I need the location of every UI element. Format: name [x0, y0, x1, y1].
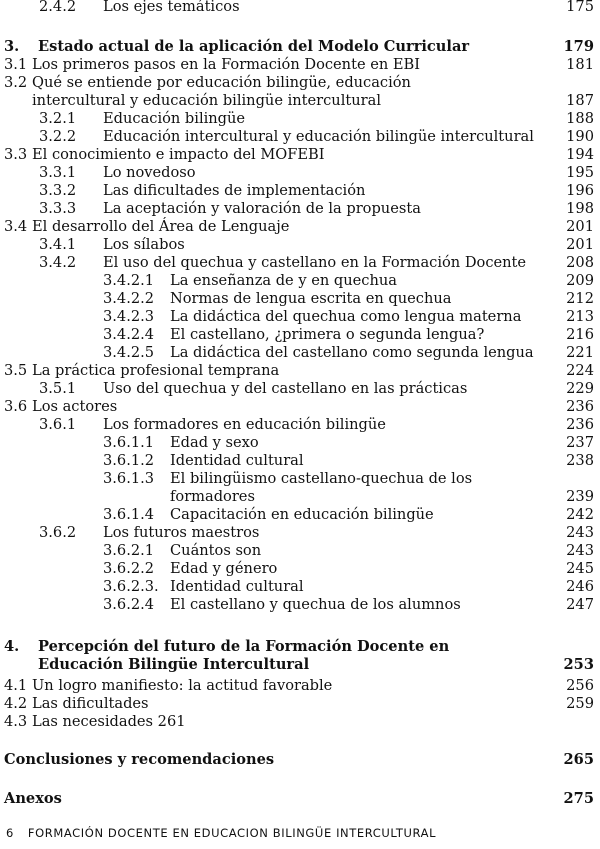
entry-title: Edad y género [170, 560, 278, 577]
entry-title: La aceptación y valoración de la propuesta [103, 200, 421, 217]
entry-title: Uso del quechua y del castellano en las prácticas [103, 380, 468, 397]
entry-number: 3.2.2 [39, 128, 77, 145]
entry-page: 175 [566, 0, 594, 15]
entry-page: 190 [566, 128, 594, 145]
entry-title: Lo novedoso [103, 164, 196, 181]
running-title: FORMACIÓN DOCENTE EN EDUCACION BILINGÜE INTERCULTURAL [27, 826, 437, 840]
entry-number: 3.4.2.1 [103, 272, 155, 289]
entry-title: La enseñanza de y en quechua [170, 272, 397, 289]
chapter-number: 3. [4, 38, 20, 55]
entry-page: 201 [566, 218, 594, 235]
page-footer [6, 826, 596, 840]
entry-number: 3.4.2.3 [103, 308, 155, 325]
entry-number: 3.6.2.1 [103, 542, 155, 559]
entry-number: 3.6.2 [39, 524, 77, 541]
entry-title: Identidad cultural [170, 452, 304, 469]
entry-page: 187 [566, 92, 594, 109]
chapter-title: Percepción del futuro de la Formación Docente en [38, 638, 450, 655]
entry-title: Los ejes temáticos [103, 0, 240, 15]
entry-number: 3.6.1 [39, 416, 77, 433]
entry-number: 3.3.1 [39, 164, 77, 181]
entry-title: La didáctica del castellano como segunda lengua [170, 344, 534, 361]
entry-title: Capacitación en educación bilingüe [170, 506, 434, 523]
entry-page: 208 [566, 254, 594, 271]
entry-number: 3.4.2.2 [103, 290, 155, 307]
entry-title: Educación bilingüe [103, 110, 246, 127]
entry-title: Los actores [32, 398, 118, 415]
entry-number: 3.4.2 [39, 254, 77, 271]
entry-page: 221 [566, 344, 594, 361]
entry-title: Qué se entiende por educación bilingüe, educación [32, 74, 411, 91]
entry-page: 243 [566, 542, 594, 559]
entry-title: El bilingüismo castellano-quechua de los [170, 470, 473, 487]
entry-number: 3.6.2.4 [103, 596, 155, 613]
entry-page: 238 [566, 452, 594, 469]
entry-number: 3.6.1.2 [103, 452, 155, 469]
chapter-page: 253 [563, 656, 594, 673]
entry-page: 213 [566, 308, 594, 325]
entry-number: 3.2.1 [39, 110, 77, 127]
entry-page: 224 [566, 362, 594, 379]
entry-page: 209 [566, 272, 594, 289]
entry-title: Identidad cultural [170, 578, 304, 595]
entry-page: 216 [566, 326, 594, 343]
entry-title: La práctica profesional temprana [32, 362, 280, 379]
entry-page: 201 [566, 236, 594, 253]
entry-number: 3.6.1.1 [103, 434, 155, 451]
chapter-title: Estado actual de la aplicación del Modelo Curricular [38, 38, 470, 55]
entry-page: 259 [566, 695, 594, 712]
entry-number: 3.1 [4, 56, 28, 73]
entry-page: 237 [566, 434, 594, 451]
entry-page: 195 [566, 164, 594, 181]
entry-title: Los futuros maestros [103, 524, 260, 541]
entry-number: 3.3.2 [39, 182, 77, 199]
entry-number: 3.4.2.4 [103, 326, 155, 343]
chapter-title: Educación Bilingüe Intercultural [38, 656, 310, 673]
entry-title: Los primeros pasos en la Formación Docente en EBI [32, 56, 421, 73]
entry-page: 229 [566, 380, 594, 397]
entry-title: Cuántos son [170, 542, 262, 559]
section-page: 275 [563, 790, 594, 807]
entry-title: Las dificultades [32, 695, 149, 712]
entry-page: 188 [566, 110, 594, 127]
entry-page: 181 [566, 56, 594, 73]
entry-title: Educación intercultural y educación bilingüe intercultural [103, 128, 534, 145]
entry-title: Un logro manifiesto: la actitud favorable [32, 677, 333, 694]
entry-title: Las dificultades de implementación [103, 182, 366, 199]
section-title: Anexos [4, 790, 62, 807]
entry-number: 3.5.1 [39, 380, 77, 397]
chapter-page: 179 [563, 38, 594, 55]
entry-number: 3.4 [4, 218, 28, 235]
entry-title: La didáctica del quechua como lengua materna [170, 308, 522, 325]
entry-title: formadores [170, 488, 255, 505]
section-title: Conclusiones y recomendaciones [4, 751, 275, 768]
entry-number: 3.4.2.5 [103, 344, 155, 361]
entry-title: Edad y sexo [170, 434, 259, 451]
entry-page: 247 [566, 596, 594, 613]
section-page: 265 [563, 751, 594, 768]
entry-page: 196 [566, 182, 594, 199]
entry-page: 256 [566, 677, 594, 694]
entry-title: El castellano y quechua de los alumnos [170, 596, 461, 613]
entry-number: 3.6 [4, 398, 28, 415]
entry-title: El desarrollo del Área de Lenguaje [32, 218, 290, 235]
entry-number: 3.2 [4, 74, 28, 91]
entry-number: 3.6.2.2 [103, 560, 155, 577]
entry-page: 212 [566, 290, 594, 307]
entry-title: intercultural y educación bilingüe intercultural [32, 92, 381, 109]
entry-number: 3.6.1.3 [103, 470, 155, 487]
entry-number: 2.4.2 [39, 0, 77, 15]
entry-page: 243 [566, 524, 594, 541]
entry-number: 3.3.3 [39, 200, 77, 217]
entry-number: 3.3 [4, 146, 28, 163]
entry-page: 236 [566, 416, 594, 433]
entry-number: 3.4.1 [39, 236, 77, 253]
entry-title: Los formadores en educación bilingüe [103, 416, 386, 433]
chapter-number: 4. [4, 638, 20, 655]
entry-title: El uso del quechua y castellano en la Formación Docente [103, 254, 527, 271]
entry-number: 4.3 [4, 713, 28, 730]
entry-page: 242 [566, 506, 594, 523]
entry-page: 245 [566, 560, 594, 577]
entry-page: 194 [566, 146, 594, 163]
entry-page: 239 [566, 488, 594, 505]
entry-number: 3.6.2.3. [103, 578, 159, 595]
entry-page: 236 [566, 398, 594, 415]
page-number: 6 [6, 826, 14, 840]
entry-number: 4.1 [4, 677, 28, 694]
entry-title: El conocimiento e impacto del MOFEBI [32, 146, 325, 163]
entry-title: Las necesidades 261 [32, 713, 186, 730]
entry-number: 3.6.1.4 [103, 506, 155, 523]
entry-title: Los sílabos [103, 236, 185, 253]
entry-page: 246 [566, 578, 594, 595]
entry-title: El castellano, ¿primera o segunda lengua? [170, 326, 485, 343]
entry-number: 3.5 [4, 362, 28, 379]
entry-title: Normas de lengua escrita en quechua [170, 290, 452, 307]
entry-page: 198 [566, 200, 594, 217]
entry-number: 4.2 [4, 695, 28, 712]
